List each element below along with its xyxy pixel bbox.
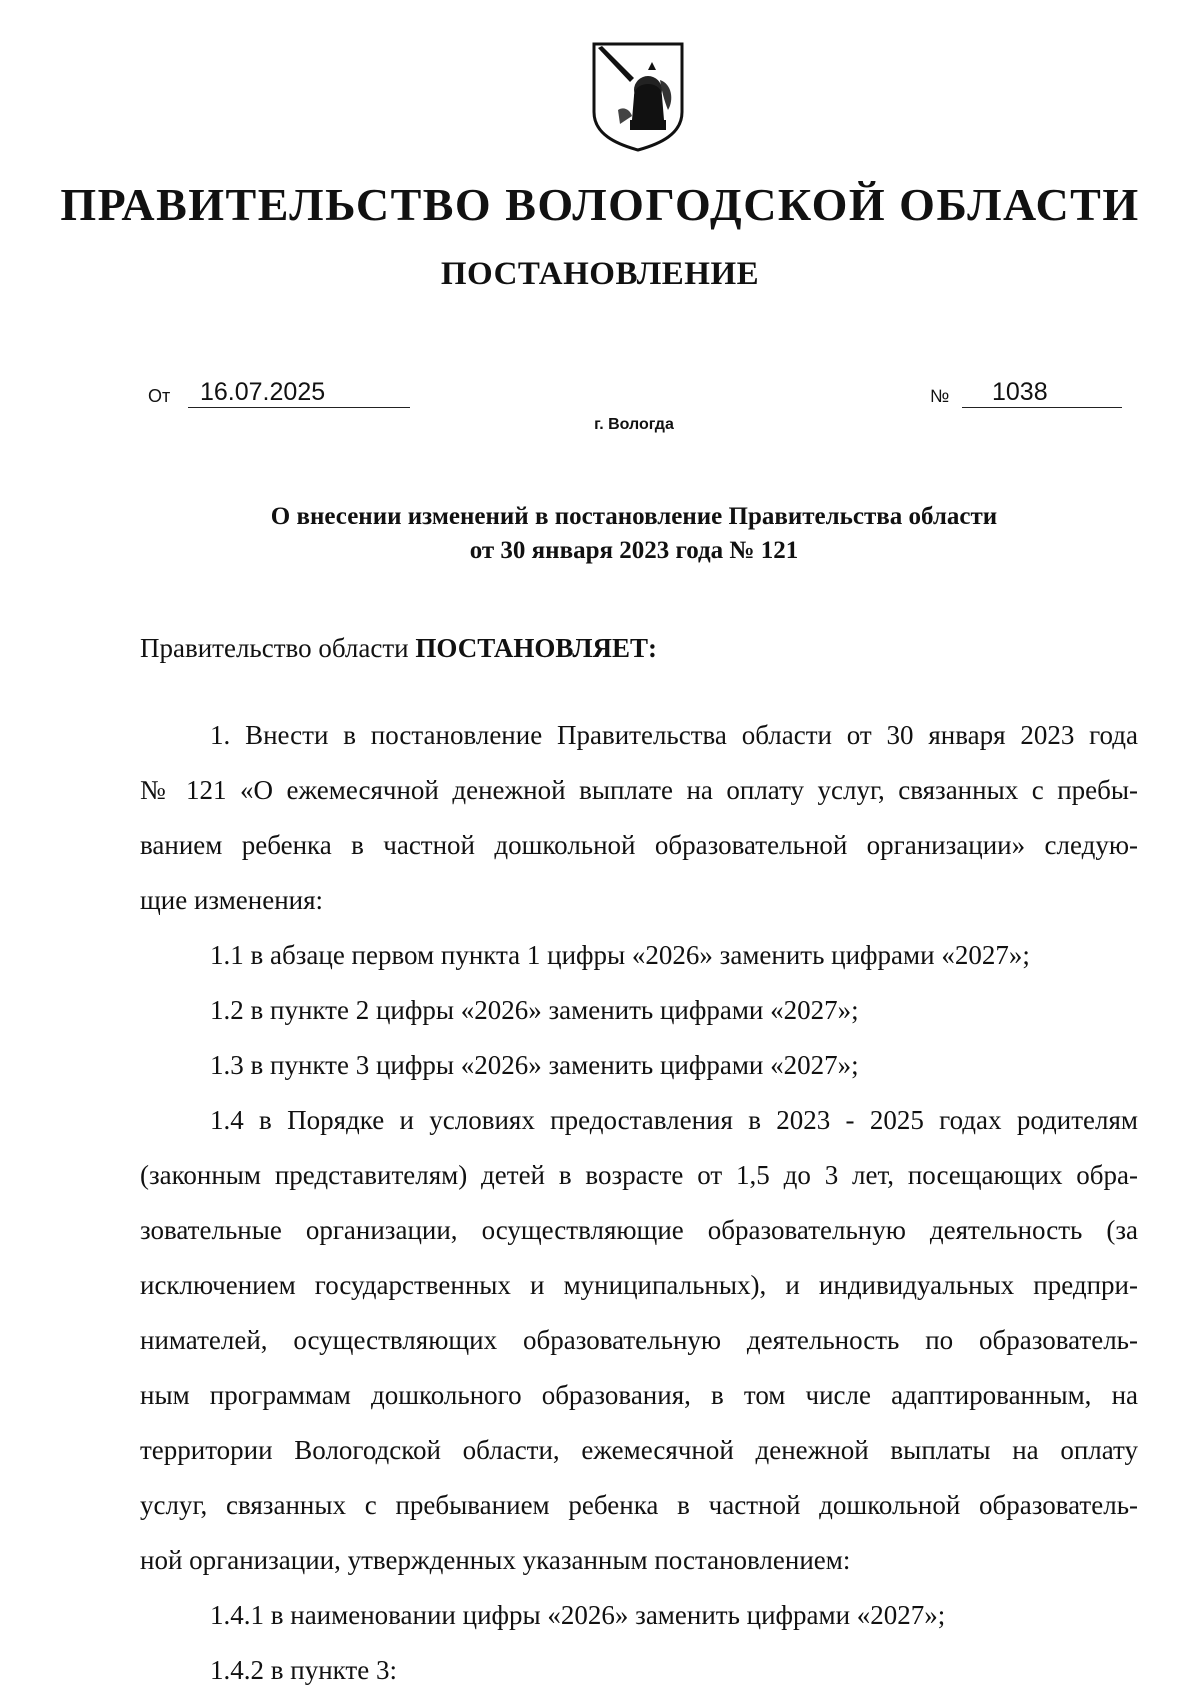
body-line: ванием ребенка в частной дошкольной образовательной организации» следую- [140,830,1138,860]
body-line: щие изменения: [140,885,324,915]
body-line: территории Вологодской области, ежемесячной денежной выплаты на оплату [140,1435,1138,1465]
body-line: 1.4 в Порядке и условиях предоставления в 2023 - 2025 годах родителям [210,1105,1138,1135]
preamble [140,628,1138,708]
preamble-verb: ПОСТАНОВЛЯЕТ: [415,633,657,663]
government-title: ПРАВИТЕЛЬСТВО ВОЛОГОДСКОЙ ОБЛАСТИ [60,179,1140,230]
preamble-text: Правительство области [140,633,409,663]
document-subject [0,500,1200,568]
body-line: исключением государственных и муниципальных), и индивидуальных предпри- [140,1270,1138,1300]
body-line: 1.1 в абзаце первом пункта 1 цифры «2026» заменить цифрами «2027»; [210,940,1030,970]
document-body [140,628,1138,1698]
body-line: 1.3 в пункте 3 цифры «2026» заменить цифрами «2027»; [210,1050,859,1080]
body-line: 1. Внести в постановление Правительства области от 30 января 2023 года [210,720,1138,750]
subject-line: О внесении изменений в постановление Правительства области [270,503,998,530]
document-date: 16.07.2025 [188,377,410,408]
coat-of-arms-icon [590,40,686,152]
date-label: От [148,386,171,406]
body-line: зовательные организации, осуществляющие образовательную деятельность (за [140,1215,1138,1245]
body-line: (законным представителям) детей в возрасте от 1,5 до 3 лет, посещающих обра- [140,1160,1138,1190]
number-label: № [930,386,950,406]
body-line: 1.4.2 в пункте 3: [210,1655,397,1685]
body-line: 1.2 в пункте 2 цифры «2026» заменить цифрами «2027»; [210,995,859,1025]
subject-line: от 30 января 2023 года № 121 [469,537,799,564]
body-line: ным программам дошкольного образования, в том числе адаптированным, на [140,1380,1138,1410]
document-type: ПОСТАНОВЛЕНИЕ [440,256,760,292]
body-line: 1.4.1 в наименовании цифры «2026» заменить цифрами «2027»; [210,1600,946,1630]
body-line: ной организации, утвержденных указанным постановлением: [140,1545,851,1575]
body-line: услуг, связанных с пребыванием ребенка в частной дошкольной образователь- [140,1490,1138,1520]
city: г. Вологда [594,416,674,433]
body-line: № 121 «О ежемесячной денежной выплате на оплату услуг, связанных с пребы- [140,775,1138,805]
body-line: нимателей, осуществляющих образовательную деятельность по образователь- [140,1325,1138,1355]
document-number: 1038 [962,377,1122,408]
